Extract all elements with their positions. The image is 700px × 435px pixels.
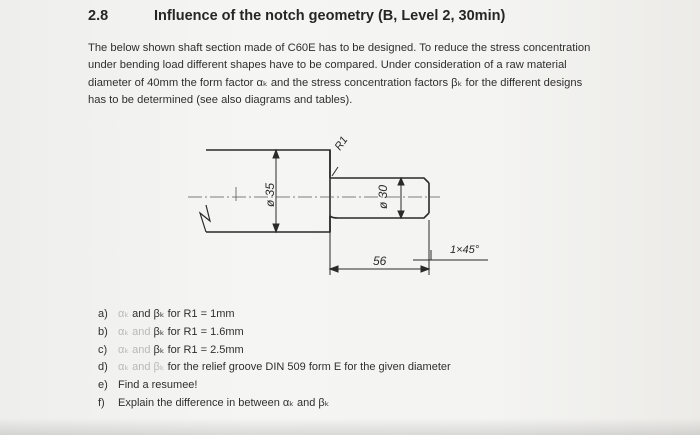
- shaft-drawing: [188, 125, 508, 285]
- section-number: 2.8: [88, 8, 109, 24]
- task-text: and βₖ for R1 = 1mm: [129, 308, 235, 320]
- dia-large-label: ø 35: [263, 182, 277, 208]
- chamfer-label: 1×45°: [450, 244, 480, 256]
- task-faded-text: αₖ and βₖ: [118, 361, 165, 374]
- task-item: [98, 324, 451, 342]
- task-text: Explain the difference in between αₖ and βₖ: [118, 396, 330, 409]
- length-label: 56: [373, 254, 387, 268]
- task-item: [98, 359, 451, 377]
- task-text: for the relief groove DIN 509 form E for the given diameter: [164, 361, 451, 374]
- intro-line: diameter of 40mm the form factor αₖ and the stress concentration factors βₖ for the different designs: [88, 76, 583, 89]
- task-text: βₖ for R1 = 2.5mm: [150, 343, 244, 356]
- section-title: Influence of the notch geometry (B, Level 2, 30min): [154, 8, 506, 24]
- task-label: a): [98, 308, 108, 320]
- section-heading: [88, 8, 505, 24]
- intro-line: The below shown shaft section made of C60E has to be designed. To reduce the stress concentration: [88, 42, 591, 54]
- shaft-small-bottom: [330, 213, 429, 218]
- task-label: b): [98, 325, 108, 338]
- task-text: βₖ for R1 = 1.6mm: [150, 325, 244, 338]
- task-label: c): [98, 343, 108, 356]
- dim-small: [398, 178, 404, 218]
- radius-leader: [332, 167, 338, 176]
- task-faded-text: αₖ and: [118, 325, 151, 338]
- shaft-small-top: [330, 178, 429, 183]
- intro-line: under bending load different shapes have to be compared. Under consideration of a raw material: [88, 59, 567, 72]
- task-item: [98, 377, 451, 395]
- task-label: d): [98, 361, 108, 374]
- radius-label: R1: [332, 134, 351, 153]
- task-text: Find a resumee!: [118, 379, 198, 392]
- problem-statement: [88, 40, 608, 110]
- task-faded-text: αₖ and: [118, 343, 151, 356]
- task-list: [98, 306, 451, 413]
- dia-small-label: ø 30: [376, 184, 390, 210]
- break-line: [200, 205, 210, 232]
- task-item: [98, 395, 451, 413]
- page-shadow: [0, 418, 700, 435]
- task-label: f): [98, 396, 105, 409]
- task-item: [98, 306, 451, 324]
- task-faded-text: αₖ: [118, 308, 130, 320]
- task-item: [98, 342, 451, 360]
- intro-line: has to be determined (see also diagrams and tables).: [88, 94, 353, 107]
- task-label: e): [98, 379, 108, 392]
